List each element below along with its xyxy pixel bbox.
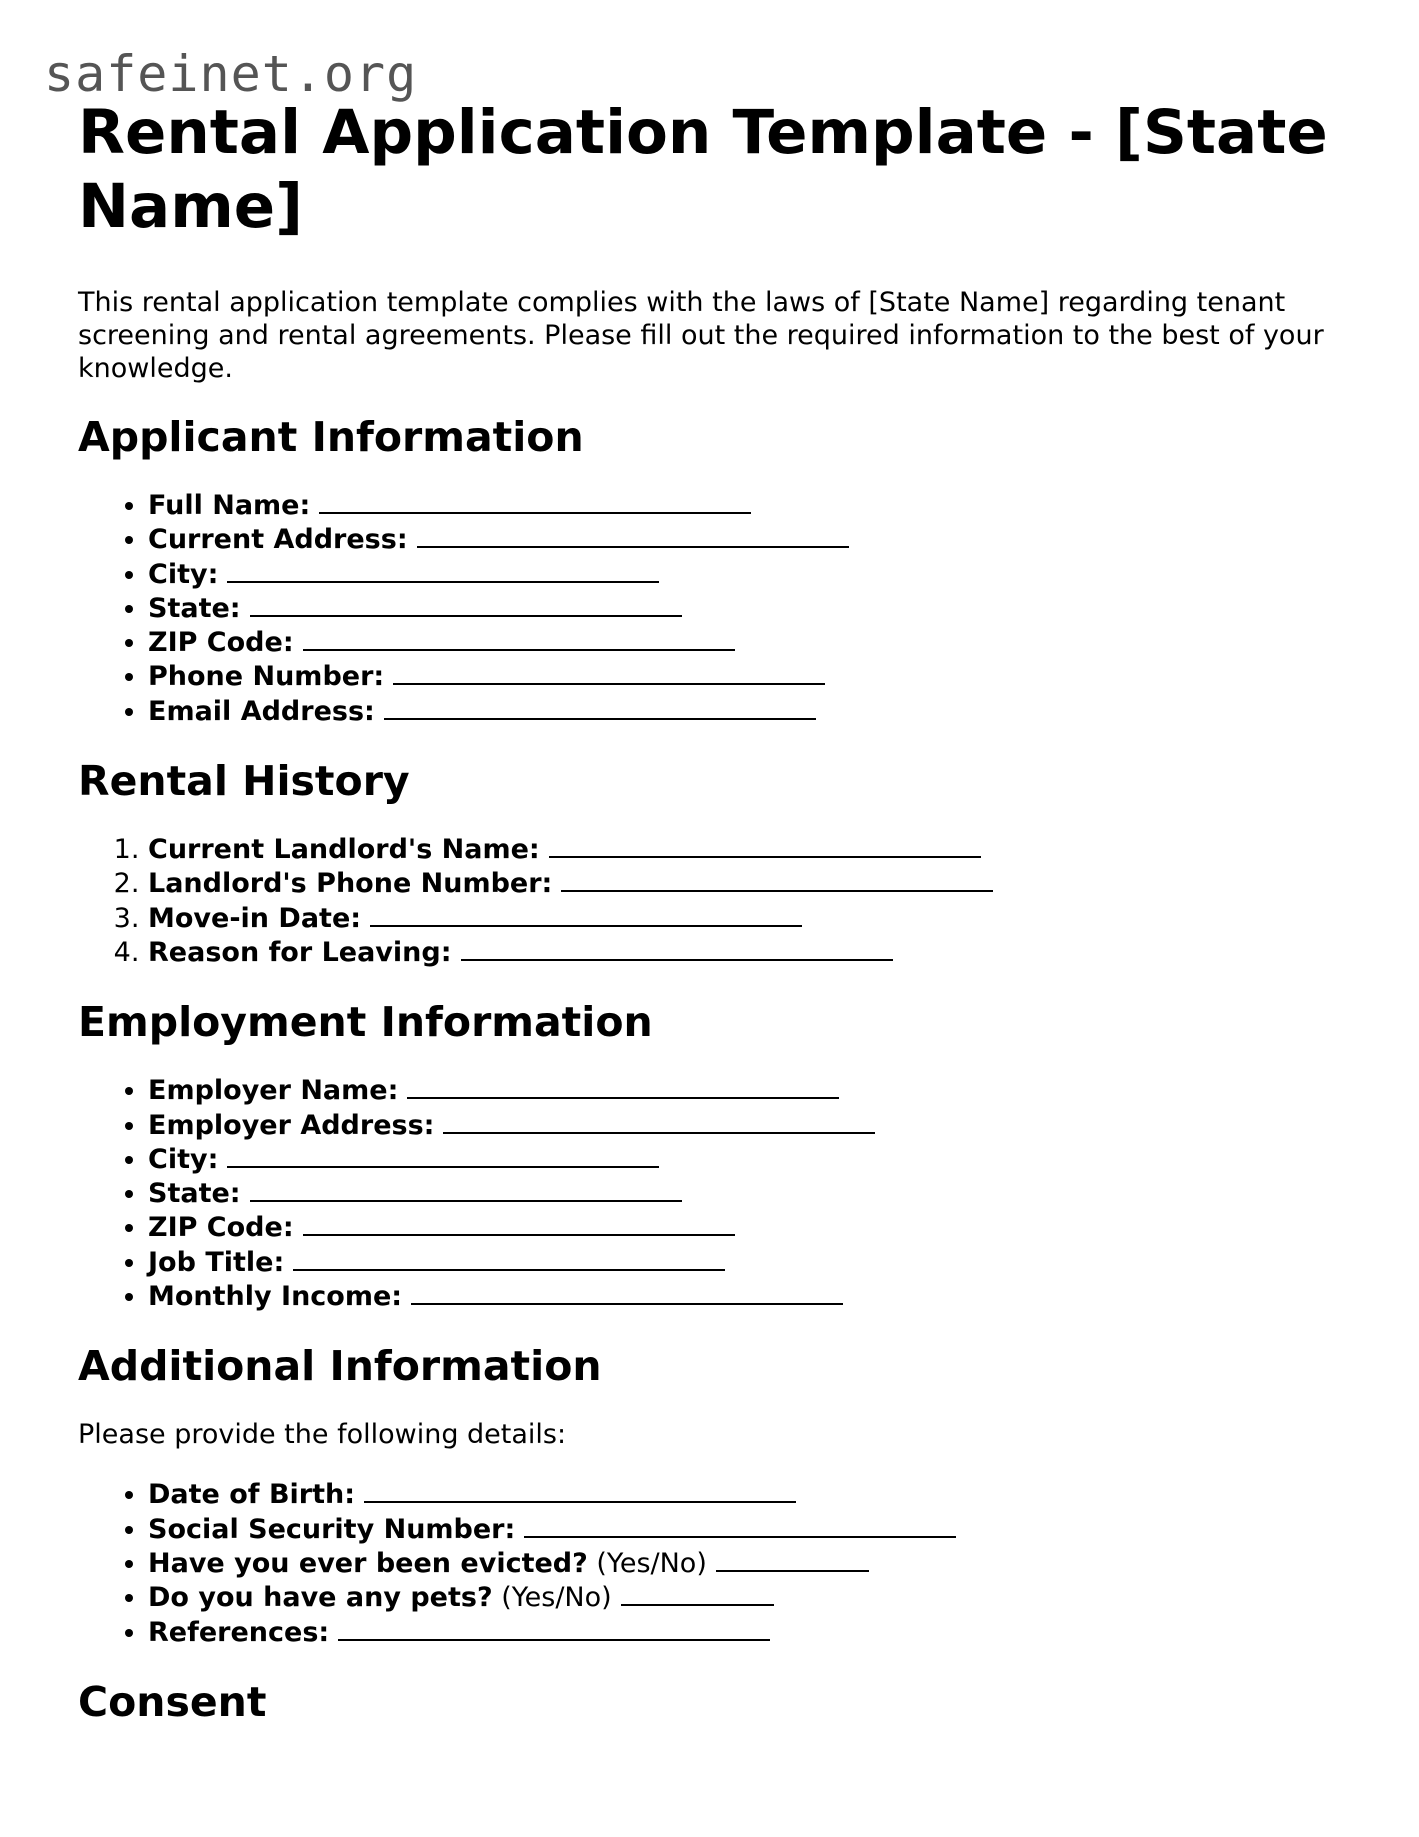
field-label: Full Name: [148,490,311,521]
section-heading-additional: Additional Information [78,1342,602,1391]
field-label: Move-in Date: [148,902,362,934]
fill-in-blank[interactable] [443,1108,875,1134]
fill-in-blank[interactable] [716,1546,869,1572]
section-heading-consent: Consent [78,1677,267,1726]
fill-in-blank[interactable] [250,591,682,617]
fill-in-blank[interactable] [303,1210,735,1236]
list-item [148,1279,1358,1313]
list-item [148,488,1358,522]
field-label: ZIP Code: [148,627,294,659]
field-label: Date of Birth: [148,1479,356,1511]
page-title: Rental Application Template - [State Name] [78,97,1328,242]
list-item [148,1176,1358,1210]
fill-in-blank[interactable] [524,1512,956,1538]
employment-fields-list [78,1073,1358,1313]
fill-in-blank[interactable] [549,832,981,858]
field-label: City: [148,558,219,590]
fill-in-blank[interactable] [319,488,751,514]
field-label: Job Title: [148,1246,285,1278]
field-label: Email Address: [148,695,375,727]
intro-paragraph: This rental application template complies with the laws of [State Name] regarding tenant screening and rental agreements. Please fill out the required information to the best of your knowledge. [78,287,1324,384]
list-item [148,901,1358,935]
list-item [148,1546,1358,1580]
list-item [148,832,1358,866]
field-label: Phone Number: [148,661,385,693]
list-item [148,1512,1358,1546]
list-item [148,1245,1358,1279]
field-label: Reason for Leaving: [148,936,452,968]
field-label: Employer Name: [148,1075,399,1107]
fill-in-blank[interactable] [227,1142,659,1168]
list-item [148,1073,1358,1107]
list-item [148,522,1358,556]
list-item [148,1615,1358,1649]
list-item [148,1210,1358,1244]
fill-in-blank[interactable] [370,901,802,927]
field-label: ZIP Code: [148,1212,294,1244]
field-label: Current Address: [148,524,408,556]
list-item [148,557,1358,591]
fill-in-blank[interactable] [561,866,993,892]
list-item [148,694,1358,728]
list-item [148,935,1358,969]
list-item [148,1477,1358,1511]
section-heading-rental-history: Rental History [78,757,410,806]
field-label: References: [148,1616,330,1648]
watermark: safeinet.org [44,45,418,103]
list-item [148,659,1358,693]
field-label: Social Security Number: [148,1513,516,1545]
fill-in-blank[interactable] [393,659,825,685]
fill-in-blank[interactable] [227,557,659,583]
field-label: State: [148,592,241,624]
list-item [148,866,1358,900]
fill-in-blank[interactable] [621,1580,774,1606]
list-item [148,1580,1358,1614]
section-heading-employment: Employment Information [78,998,653,1047]
fill-in-blank[interactable] [338,1615,770,1641]
document [78,96,1358,1726]
fill-in-blank[interactable] [461,935,893,961]
fill-in-blank[interactable] [250,1176,682,1202]
field-hint: (Yes/No) [501,1582,612,1614]
additional-intro: Please provide the following details: [78,1419,567,1451]
section-heading-applicant: Applicant Information [78,413,584,461]
fill-in-blank[interactable] [417,522,849,548]
fill-in-blank[interactable] [303,625,735,651]
list-item [148,1108,1358,1142]
field-label: Landlord's Phone Number: [148,868,553,900]
fill-in-blank[interactable] [364,1477,796,1503]
applicant-fields-list [78,488,1358,728]
field-label: Monthly Income: [148,1281,403,1313]
field-label: Do you have any pets? [148,1582,493,1614]
additional-fields-list [78,1477,1358,1648]
field-label: City: [148,1143,219,1175]
field-label: State: [148,1178,241,1210]
field-label: Have you ever been evicted? [148,1547,588,1579]
fill-in-blank[interactable] [407,1073,839,1099]
field-label: Employer Address: [148,1109,435,1141]
field-hint: (Yes/No) [596,1547,707,1579]
list-item [148,1142,1358,1176]
fill-in-blank[interactable] [411,1279,843,1305]
list-item [148,625,1358,659]
fill-in-blank[interactable] [293,1245,725,1271]
field-label: Current Landlord's Name: [148,834,540,866]
rental-history-fields-list [78,832,1358,969]
list-item [148,591,1358,625]
fill-in-blank[interactable] [384,694,816,720]
